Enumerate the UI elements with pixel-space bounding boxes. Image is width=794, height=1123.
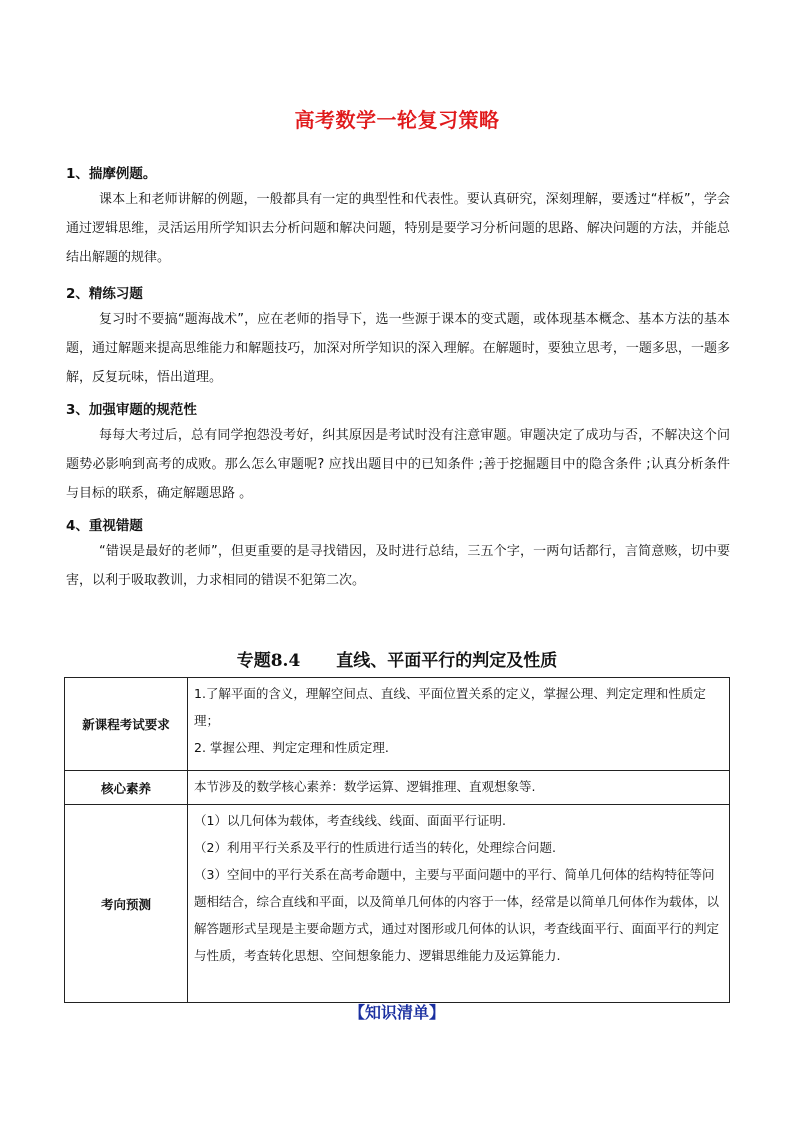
section-3-paragraph: 每每大考过后，总有同学抱怨没考好，纠其原因是考试时没有注意审题。审题决定了成功与否，不解决这个问题势必影响到高考的成败。那么怎么审题呢? 应找出题目中的已知条件 ;善于挖掘题目中的隐含条件 ;认真分析条件与目标的联系，确定解题思路 。 bbox=[66, 428, 730, 501]
section-1-paragraph: 课本上和老师讲解的例题，一般都具有一定的典型性和代表性。要认真研究，深刻理解，要透过“样板”，学会通过逻辑思维，灵活运用所学知识去分析问题和解决问题，特别是要学习分析问题的思路、解决问题的方法，并能总结出解题的规律。 bbox=[66, 192, 730, 265]
row-content-exam-requirements bbox=[188, 678, 730, 771]
row-content-core-literacy bbox=[188, 771, 730, 805]
section-4-paragraph: “错误是最好的老师”，但更重要的是寻找错因，及时进行总结，三五个字，一两句话都行，言简意赅，切中要害，以利于吸取教训，力求相同的错误不犯第二次。 bbox=[66, 544, 730, 588]
row-label-exam-requirements: 新课程考试要求 bbox=[65, 678, 188, 771]
section-3-heading: 3、加强审题的规范性 bbox=[66, 402, 197, 418]
open-bracket: 【 bbox=[348, 1003, 365, 1022]
topic-number: 专题8.4 bbox=[236, 651, 301, 671]
close-bracket: 】 bbox=[429, 1003, 446, 1022]
content-line: （1）以几何体为载体，考查线线、线面、面面平行证明. bbox=[194, 813, 506, 828]
content-line: （3）空间中的平行关系在高考命题中，主要与平面问题中的平行、简单几何体的结构特征等问题相结合，综合直线和平面，以及简单几何体的内容于一体，经常是以简单几何体作为载体，以解答题形式呈现是主要命题方式，通过对图形或几何体的认识，考查线面平行、面面平行的判定与性质，考查转化思想、空间想象能力、逻辑思维能力及运算能力. bbox=[194, 867, 720, 963]
section-4-heading: 4、重视错题 bbox=[66, 518, 143, 534]
table-row bbox=[65, 771, 730, 805]
topic-name: 直线、平面平行的判定及性质 bbox=[336, 651, 558, 671]
section-1-heading: 1、揣摩例题。 bbox=[66, 166, 157, 182]
section-2-paragraph: 复习时不要搞“题海战术”，应在老师的指导下，选一些源于课本的变式题，或体现基本概念、基本方法的基本题，通过解题来提高思维能力和解题技巧，加深对所学知识的深入理解。在解题时，要独立思考，一题多思，一题多解，反复玩味，悟出道理。 bbox=[66, 312, 730, 385]
requirements-table bbox=[64, 677, 730, 1003]
knowledge-list-heading bbox=[0, 1000, 794, 1023]
row-content-forecast bbox=[188, 805, 730, 1003]
content-line: （2）利用平行关系及平行的性质进行适当的转化，处理综合问题. bbox=[194, 840, 556, 855]
section-2-heading: 2、精练习题 bbox=[66, 286, 143, 302]
topic-title bbox=[0, 646, 794, 671]
row-label-core-literacy: 核心素养 bbox=[65, 771, 188, 805]
table-row bbox=[65, 678, 730, 771]
table-row bbox=[65, 805, 730, 1003]
main-title: 高考数学一轮复习策略 bbox=[294, 108, 500, 132]
content-line: 本节涉及的数学核心素养：数学运算、逻辑推理、直观想象等. bbox=[194, 779, 536, 794]
row-label-forecast: 考向预测 bbox=[65, 805, 188, 1003]
content-line: 2. 掌握公理、判定定理和性质定理. bbox=[194, 740, 389, 755]
knowledge-label: 知识清单 bbox=[364, 1003, 429, 1022]
content-line: 1.了解平面的含义，理解空间点、直线、平面位置关系的定义，掌握公理、判定定理和性质定理； bbox=[194, 686, 706, 728]
